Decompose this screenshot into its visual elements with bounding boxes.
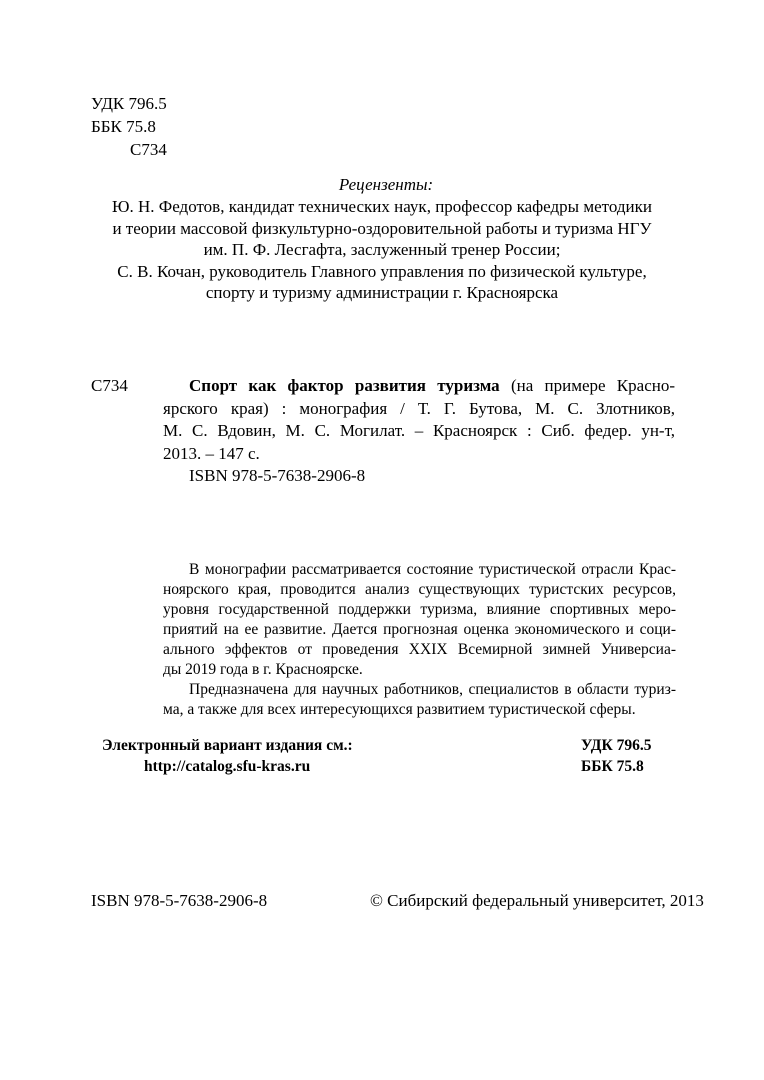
bibliographic-author-sign: С734 <box>91 376 128 395</box>
bbk-code: ББК 75.8 <box>91 117 156 136</box>
book-title: Спорт как фактор развития туризма <box>189 376 500 395</box>
reviewers-heading: Рецензенты: <box>338 175 434 194</box>
annotation-line: Предназначена для научных работников, специалистов в области туриз- <box>189 681 676 698</box>
bibliographic-line-2: ярского края) : монография / Т. Г. Бутова, М. С. Злотников, <box>163 398 675 418</box>
electronic-bbk: ББК 75.8 <box>581 758 644 775</box>
electronic-url[interactable]: http://catalog.sfu-kras.ru <box>144 758 311 775</box>
annotation-line: ма, а также для всех интересующихся развитием туристической сферы. <box>163 701 636 718</box>
title-continuation: (на примере Красно- <box>510 376 675 395</box>
udk-code: УДК 796.5 <box>91 94 167 113</box>
reviewer-line: спорту и туризму администрации г. Красноярска <box>205 283 559 302</box>
annotation-line: ды 2019 года в г. Красноярске. <box>163 661 363 678</box>
reviewer-line: им. П. Ф. Лесгафта, заслуженный тренер России; <box>203 240 561 259</box>
reviewer-line: Ю. Н. Федотов, кандидат технических наук, профессор кафедры методики <box>112 197 652 216</box>
electronic-udk: УДК 796.5 <box>581 737 652 754</box>
footer-copyright: © Сибирский федеральный университет, 2013 <box>370 891 704 910</box>
bibliographic-line-1 <box>163 375 675 398</box>
annotation-line: уровня государственной поддержки туризма, влияние спортивных меро- <box>163 601 676 618</box>
annotation-block <box>163 560 676 720</box>
reviewer-line: и теории массовой физкультурно-оздоровительной работы и туризма НГУ <box>112 218 652 238</box>
reviewer-line: С. В. Кочан, руководитель Главного управления по физической культуре, <box>117 261 647 281</box>
footer-isbn: ISBN 978-5-7638-2906-8 <box>91 891 268 910</box>
annotation-line: приятий на ее развитие. Дается прогнозная оценка экономического и соци- <box>163 621 676 638</box>
annotation-line: ального эффектов от проведения XXIX Всемирной зимней Универсиа- <box>163 641 676 658</box>
annotation-line: ноярского края, проводится анализ существующих туристских ресурсов, <box>163 581 676 598</box>
author-sign: С734 <box>130 140 167 159</box>
bibliographic-record <box>163 375 675 488</box>
electronic-label: Электронный вариант издания см.: <box>102 737 353 754</box>
reviewers-block <box>92 174 672 304</box>
classification-block <box>91 93 167 162</box>
annotation-line: В монографии рассматривается состояние туристической отрасли Крас- <box>189 561 676 578</box>
bibliographic-line-3: М. С. Вдовин, М. С. Могилат. – Красноярск : Сиб. федер. ун-т, <box>163 421 675 440</box>
bibliographic-isbn: ISBN 978-5-7638-2906-8 <box>189 466 366 485</box>
bibliographic-line-4: 2013. – 147 с. <box>163 443 260 463</box>
